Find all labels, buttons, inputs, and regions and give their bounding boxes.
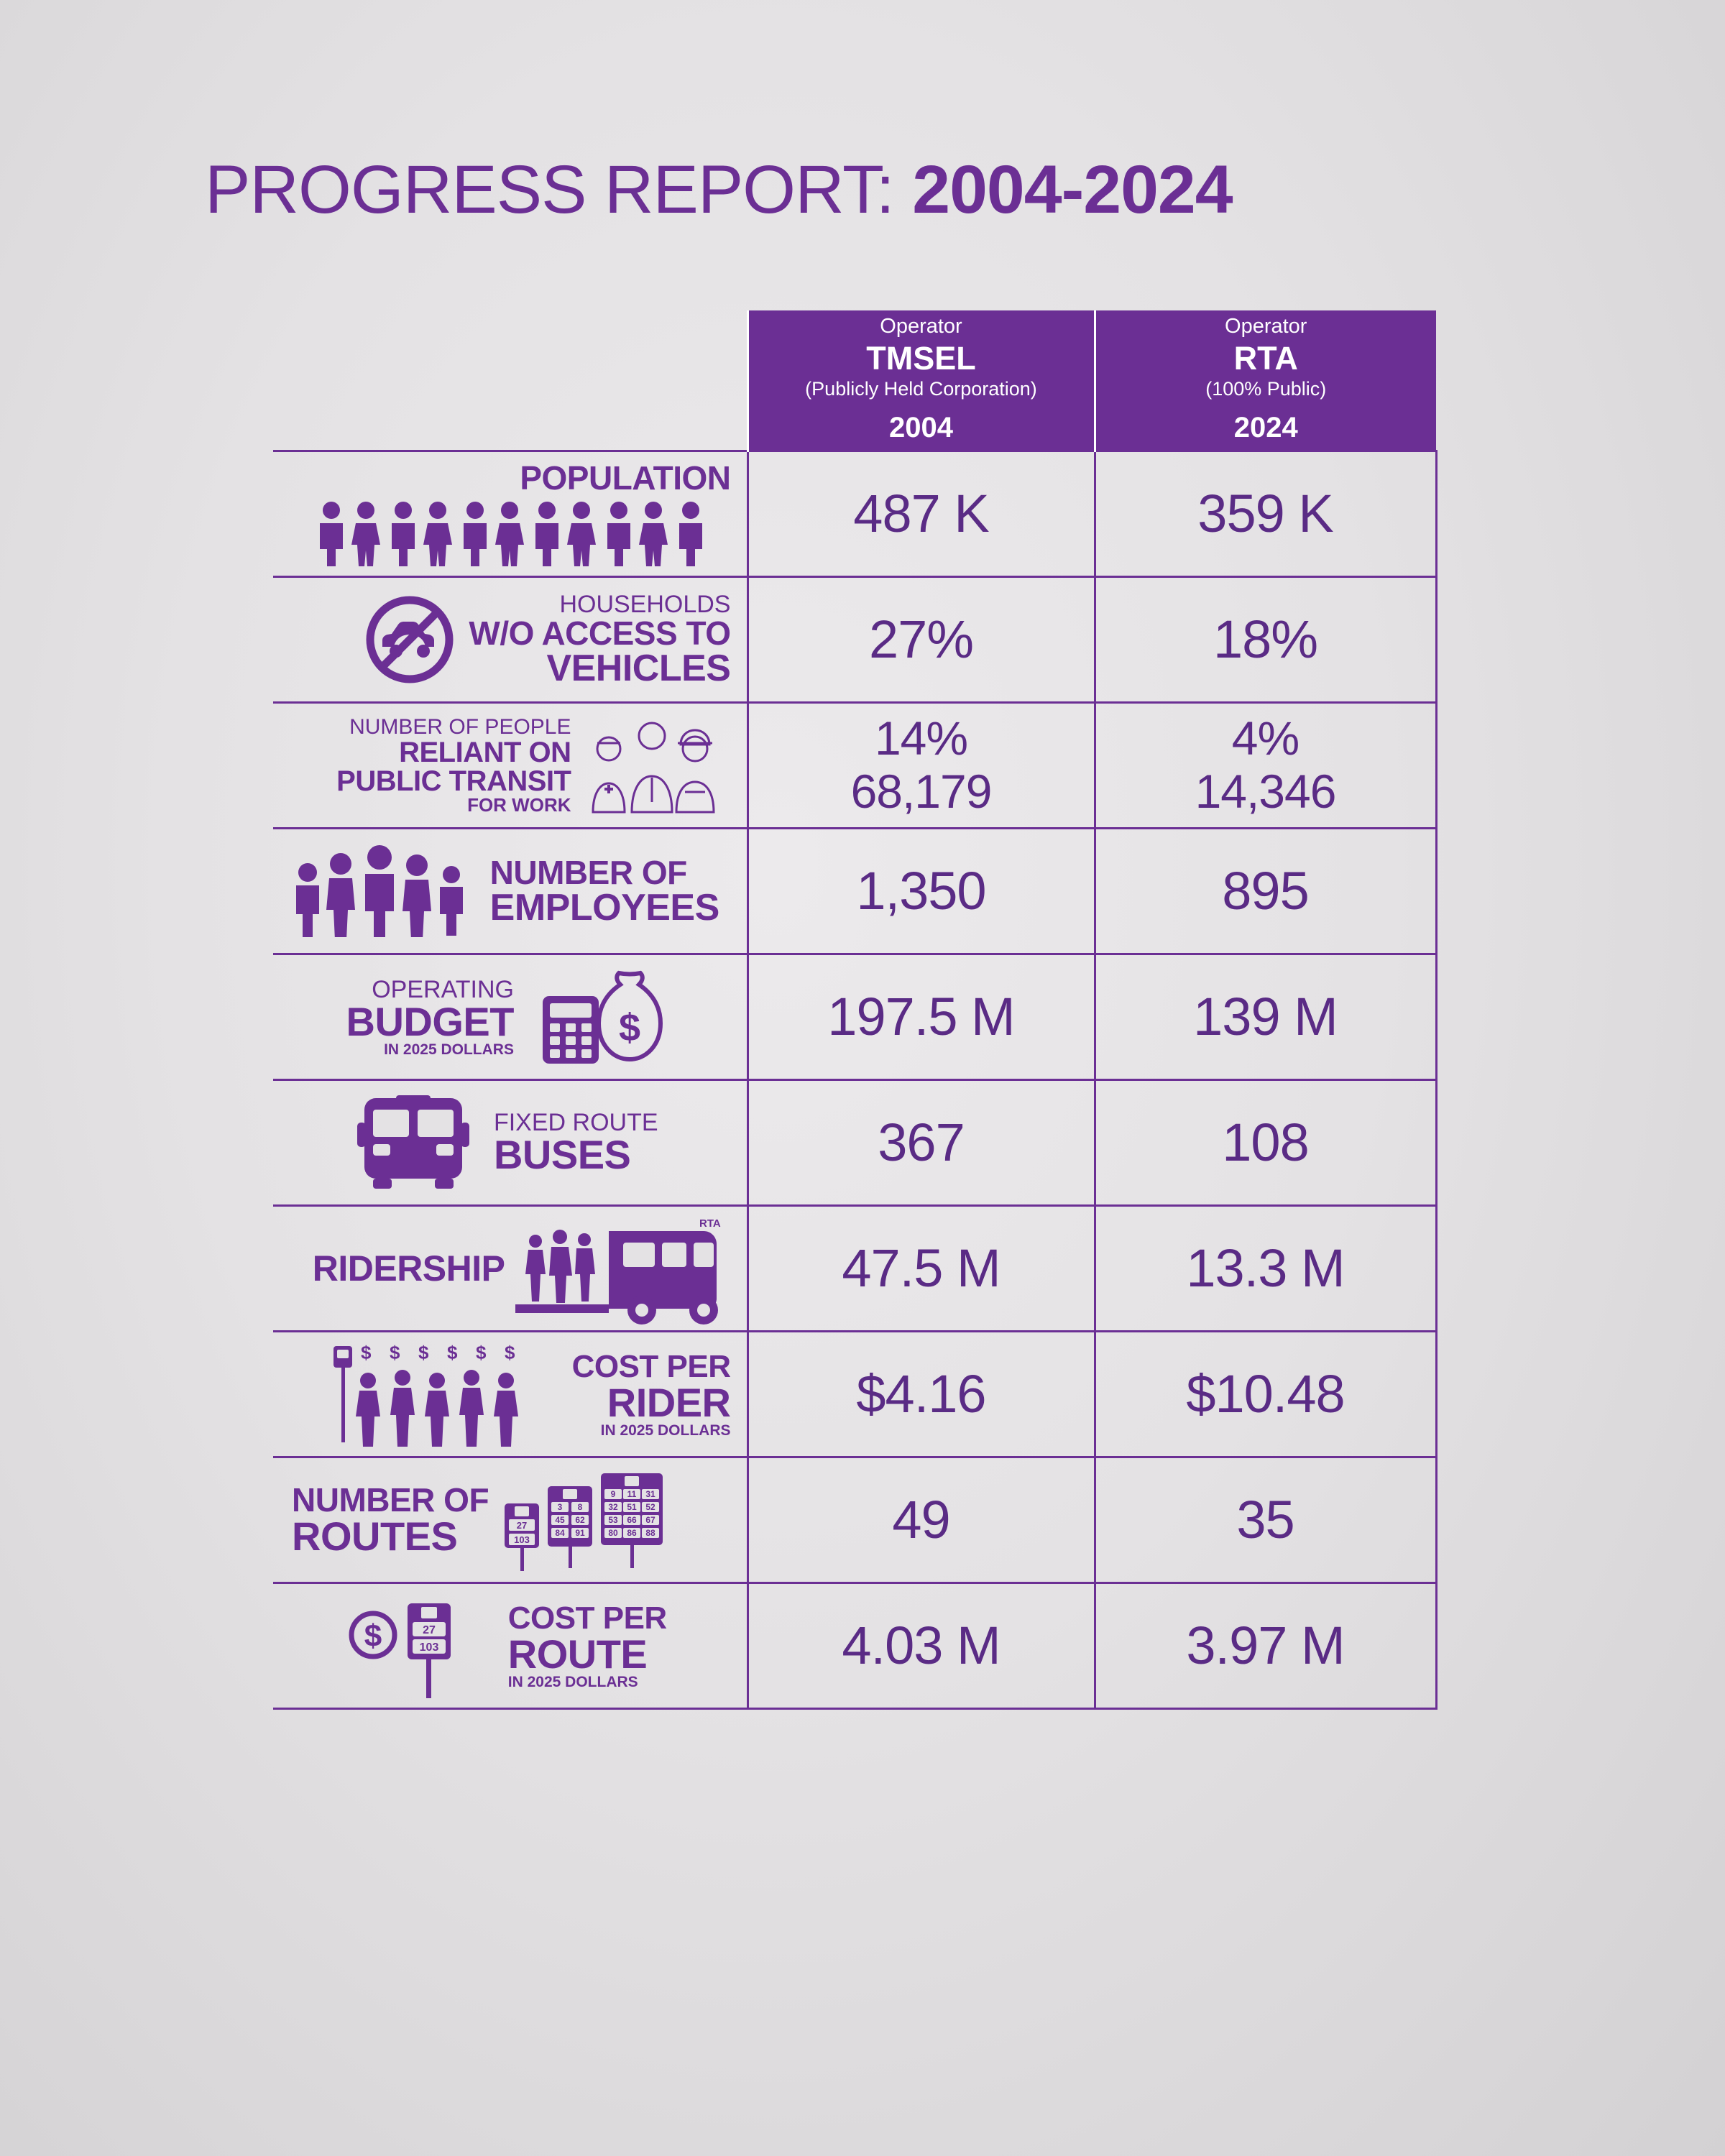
svg-text:86: 86 [627, 1528, 637, 1538]
label-cell-employees [273, 829, 748, 954]
svg-text:80: 80 [608, 1528, 618, 1538]
table-row-employees [273, 829, 1436, 954]
label-buses-line2: BUSES [493, 1132, 631, 1177]
header-year-b: 2024 [1095, 405, 1436, 451]
value-cost-per-rider-2004: $4.16 [748, 1332, 1095, 1457]
svg-text:31: 31 [645, 1489, 656, 1499]
value-cost-per-route-2024: 3.97 M [1095, 1583, 1436, 1709]
no-car-icon [364, 594, 456, 686]
dollar-route-sign-icon [344, 1592, 495, 1700]
header-operator-rta [1095, 310, 1436, 405]
value-households-2004: 27% [748, 577, 1095, 703]
value-employees-2024: 895 [1095, 829, 1436, 954]
route-signs-icon [500, 1466, 680, 1574]
value-routes-2024: 35 [1095, 1457, 1436, 1583]
header-operator-subtitle-b: (100% Public) [1205, 378, 1327, 400]
svg-text:$: $ [389, 1342, 400, 1363]
label-households [469, 592, 730, 687]
svg-text:$: $ [618, 1005, 640, 1049]
value-budget-2004: 197.5 M [748, 954, 1095, 1080]
header-operator-subtitle-a: (Publicly Held Corporation) [805, 378, 1037, 400]
label-cell-cost-per-rider [273, 1332, 748, 1457]
header-operator-label-a: Operator [880, 315, 962, 338]
table-row-transit-reliant [273, 703, 1436, 829]
riders-boarding-bus-icon [515, 1211, 731, 1326]
value-households-2024: 18% [1095, 577, 1436, 703]
label-households-line2: W/O ACCESS TO [469, 614, 731, 652]
value-transit-count-2024: 14,346 [1195, 765, 1336, 818]
label-number-of-routes [292, 1483, 489, 1557]
label-transit-line2: RELIANT ON [399, 737, 571, 768]
label-transit-reliant [336, 717, 571, 814]
riders-waiting-icon [323, 1340, 561, 1448]
svg-text:51: 51 [627, 1502, 637, 1512]
svg-text:8: 8 [577, 1502, 583, 1512]
svg-text:91: 91 [575, 1528, 585, 1538]
value-cost-per-route-2004: 4.03 M [748, 1583, 1095, 1709]
table-row-number-of-routes [273, 1457, 1436, 1583]
header-operator-name-a: TMSEL [866, 339, 976, 377]
table-row-households-no-vehicle [273, 577, 1436, 703]
svg-text:$: $ [364, 1618, 382, 1654]
svg-text:53: 53 [608, 1515, 618, 1525]
label-employees-line2: EMPLOYEES [489, 887, 719, 929]
value-transit-reliant-2024 [1095, 703, 1436, 829]
label-cost-per-rider [571, 1348, 731, 1439]
svg-text:32: 32 [608, 1502, 618, 1512]
label-transit-line3: PUBLIC TRANSIT [336, 765, 571, 797]
svg-text:$: $ [360, 1342, 372, 1363]
value-ridership-2004: 47.5 M [748, 1206, 1095, 1332]
label-cell-population [273, 451, 748, 577]
value-budget-2024: 139 M [1095, 954, 1436, 1080]
value-transit-pct-2024: 4% [1231, 711, 1300, 765]
label-fixed-route-buses [494, 1110, 658, 1175]
label-routes-line1: NUMBER OF [292, 1481, 489, 1519]
table-row-ridership [273, 1206, 1436, 1332]
label-routes-line2: ROUTES [292, 1514, 458, 1559]
value-buses-2024: 108 [1095, 1080, 1436, 1206]
value-cost-per-rider-2024: $10.48 [1095, 1332, 1436, 1457]
svg-text:11: 11 [627, 1489, 637, 1499]
label-cell-number-of-routes [273, 1457, 748, 1583]
value-population-2004: 487 K [748, 451, 1095, 577]
svg-text:27: 27 [422, 1624, 436, 1636]
label-cpo-line1: COST PER [507, 1600, 667, 1636]
bus-front-icon [353, 1094, 474, 1192]
label-employees-line1: NUMBER OF [489, 854, 687, 891]
table-row-fixed-route-buses [273, 1080, 1436, 1206]
value-population-2024: 359 K [1095, 451, 1436, 577]
table-header-row-operators [273, 310, 1436, 405]
label-cost-per-route [507, 1600, 667, 1690]
money-bag-calculator-icon [535, 969, 665, 1066]
label-cpr-line3: IN 2025 DOLLARS [600, 1422, 731, 1439]
label-budget-line3: IN 2025 DOLLARS [384, 1041, 514, 1058]
progress-report-table [273, 310, 1438, 1710]
svg-text:RTA: RTA [699, 1217, 721, 1230]
label-operating-budget [346, 977, 514, 1057]
employees-icon [292, 845, 472, 937]
label-cell-operating-budget [273, 954, 748, 1080]
table-row-operating-budget [273, 954, 1436, 1080]
header-blank-cell [273, 310, 748, 405]
label-transit-line1: NUMBER OF PEOPLE [349, 715, 571, 739]
svg-text:$: $ [504, 1342, 515, 1363]
label-cpr-line2: RIDER [607, 1379, 731, 1425]
svg-text:$: $ [446, 1342, 458, 1363]
value-transit-count-2004: 68,179 [850, 765, 992, 818]
table-row-population [273, 451, 1436, 577]
table-row-cost-per-rider [273, 1332, 1436, 1457]
label-cell-households [273, 577, 748, 703]
table-row-cost-per-route [273, 1583, 1436, 1709]
workers-icon [580, 711, 731, 819]
label-households-line1: HOUSEHOLDS [559, 591, 731, 618]
value-employees-2004: 1,350 [748, 829, 1095, 954]
label-cell-ridership [273, 1206, 748, 1332]
svg-text:84: 84 [555, 1528, 565, 1538]
value-routes-2004: 49 [748, 1457, 1095, 1583]
label-employees [489, 854, 719, 929]
svg-text:67: 67 [645, 1515, 656, 1525]
header-operator-name-b: RTA [1233, 339, 1298, 377]
page-title [205, 151, 1233, 229]
header-blank-cell-2 [273, 405, 748, 451]
svg-text:103: 103 [514, 1534, 530, 1545]
page-title-bold: 2004-2024 [912, 152, 1233, 228]
page-title-light: PROGRESS REPORT: [205, 152, 913, 228]
label-cell-cost-per-route [273, 1583, 748, 1709]
label-cpo-line3: IN 2025 DOLLARS [507, 1673, 638, 1690]
value-transit-reliant-2004 [748, 703, 1095, 829]
label-cell-fixed-route-buses [273, 1080, 748, 1206]
label-cell-transit-reliant [273, 703, 748, 829]
svg-text:45: 45 [555, 1515, 565, 1525]
label-budget-line1: OPERATING [372, 975, 514, 1003]
svg-text:9: 9 [610, 1489, 616, 1499]
value-transit-pct-2004: 14% [874, 711, 968, 765]
label-cpo-line2: ROUTE [507, 1631, 648, 1677]
svg-text:88: 88 [645, 1528, 656, 1538]
value-ridership-2024: 13.3 M [1095, 1206, 1436, 1332]
svg-text:66: 66 [627, 1515, 637, 1525]
label-population: POPULATION [520, 459, 731, 497]
svg-text:27: 27 [516, 1520, 528, 1531]
svg-text:62: 62 [575, 1515, 585, 1525]
label-ridership [312, 1248, 505, 1289]
header-operator-tmsel [748, 310, 1095, 405]
svg-text:3: 3 [557, 1502, 563, 1512]
label-households-line3: VEHICLES [546, 648, 731, 689]
svg-text:52: 52 [645, 1502, 656, 1512]
people-group-icon [280, 500, 731, 566]
value-buses-2004: 367 [748, 1080, 1095, 1206]
svg-text:103: 103 [419, 1641, 439, 1654]
label-cpr-line1: COST PER [571, 1348, 731, 1384]
label-buses-line1: FIXED ROUTE [493, 1109, 658, 1136]
label-budget-line2: BUDGET [346, 998, 514, 1044]
header-operator-label-b: Operator [1225, 315, 1307, 338]
svg-text:$: $ [475, 1342, 487, 1363]
svg-text:$: $ [418, 1342, 429, 1363]
label-ridership-line1: RIDERSHIP [312, 1248, 505, 1289]
header-year-a: 2004 [748, 405, 1095, 451]
table-header-row-years [273, 405, 1436, 451]
label-transit-line4: FOR WORK [467, 794, 571, 816]
